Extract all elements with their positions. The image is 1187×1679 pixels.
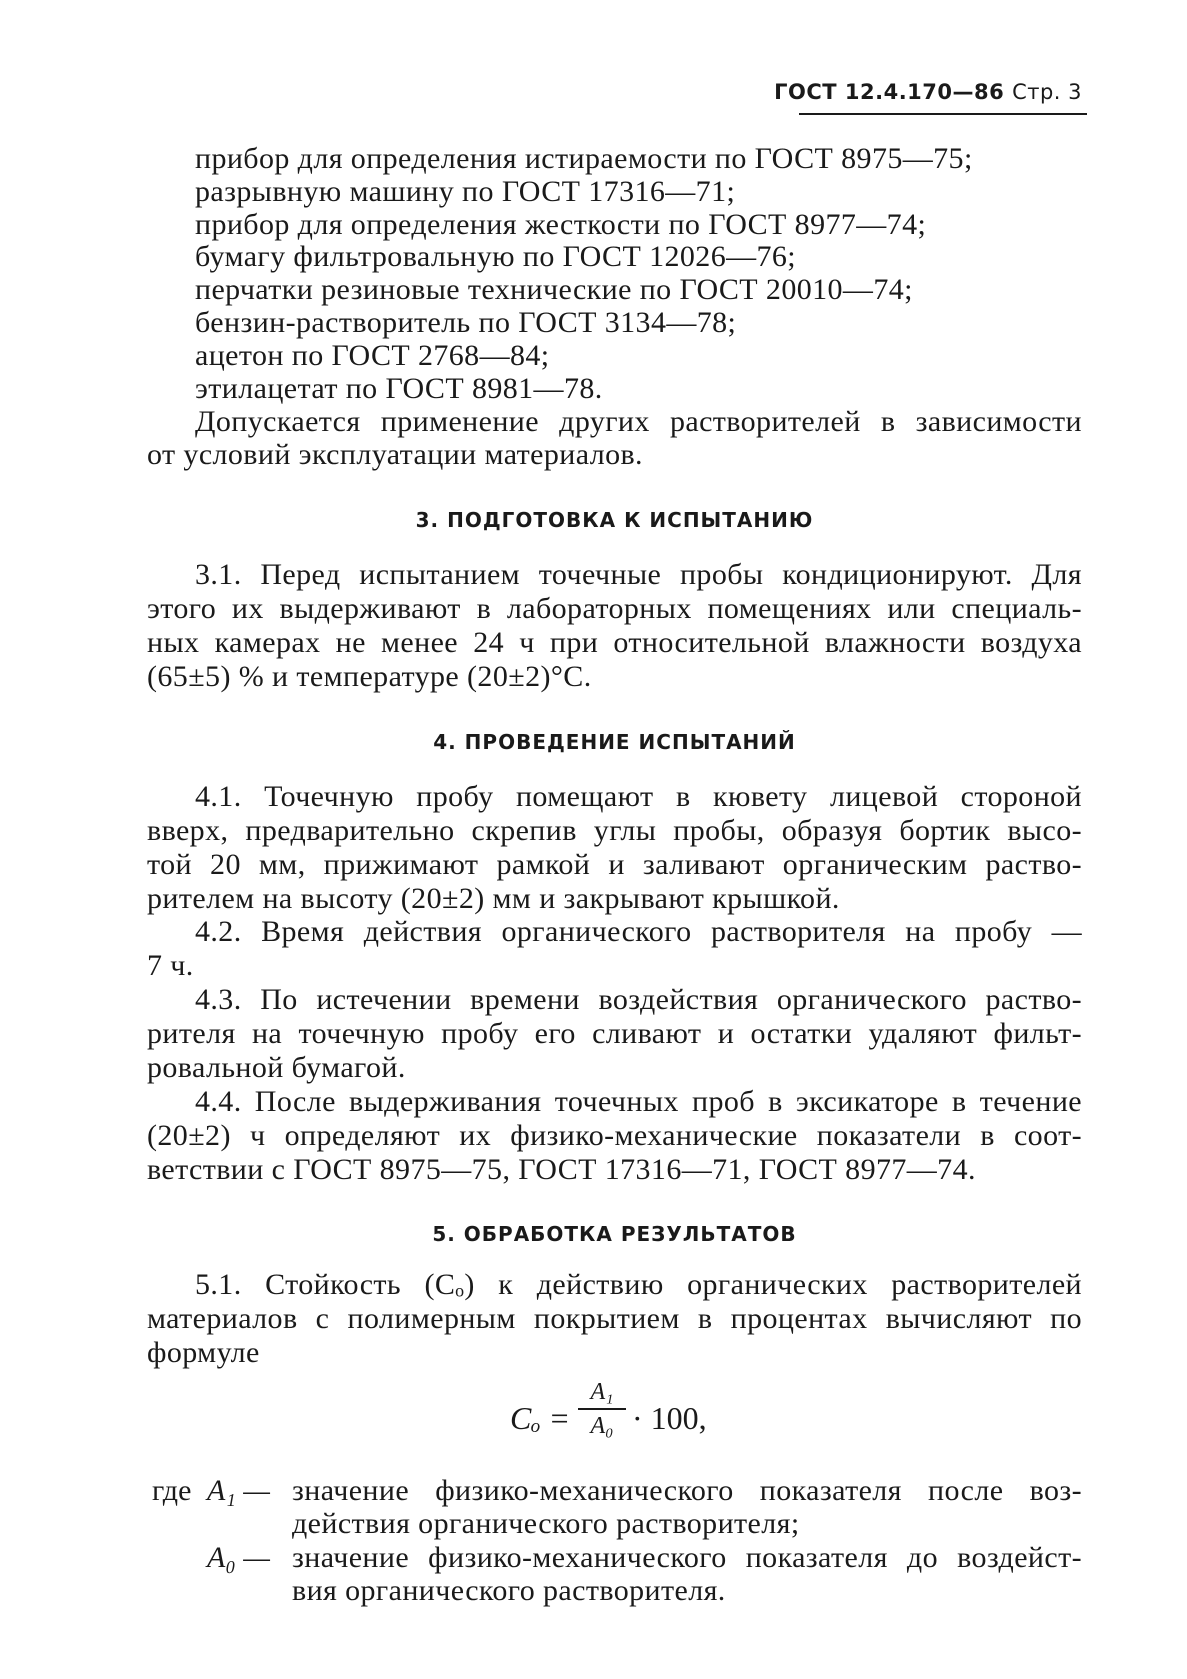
symbol-a1	[207, 1474, 270, 1508]
paragraph-line: 3.1. Перед испытанием точечные пробы кондиционируют. Для	[195, 558, 1082, 591]
paragraph-line: 4.1. Точечную пробу помещают в кювету лицевой стороной	[195, 780, 1082, 813]
paragraph-line: 4.2. Время действия органического растворителя на пробу —	[195, 915, 1082, 948]
note-text: от условий эксплуатации материалов.	[147, 438, 643, 471]
paragraph-line: рителем на высоту (20±2) мм и закрывают крышкой.	[147, 882, 840, 915]
note-text: Допускается применение других растворителей в зависимости	[195, 405, 1082, 438]
equipment-item: бумагу фильтровальную по ГОСТ 12026—76;	[195, 240, 797, 273]
paragraph-line: ровальной бумагой.	[147, 1051, 406, 1084]
standard-number: ГОСТ 12.4.170—86	[774, 80, 1005, 104]
definition-line: вия органического растворителя.	[292, 1574, 726, 1607]
paragraph-line: 4.3. По истечении времени воздействия органического раство-	[195, 983, 1082, 1016]
paragraph-line: 4.4. После выдерживания точечных проб в эксикаторе в течение	[195, 1085, 1082, 1118]
equipment-item: прибор для определения жесткости по ГОСТ 8977—74;	[195, 208, 927, 241]
equipment-item: ацетон по ГОСТ 2768—84;	[195, 339, 550, 372]
paragraph-line: (65±5) % и температуре (20±2)°С.	[147, 660, 592, 693]
paragraph-line: 7 ч.	[147, 949, 194, 982]
symbol-a1-text: A₁ —	[207, 1474, 270, 1507]
paragraph-line: 5.1. Стойкость (Cₒ) к действию органических растворителей	[195, 1268, 1082, 1301]
definition-line: значение физико-механического показателя после воз-	[292, 1474, 1082, 1507]
formula-rhs: · 100,	[632, 1400, 707, 1436]
paragraph-line: рителя на точечную пробу его сливают и остатки удаляют фильт-	[147, 1017, 1082, 1050]
section-heading: 4. ПРОВЕДЕНИЕ ИСПЫТАНИЙ	[433, 730, 796, 754]
formula-lhs: Cₒ =	[510, 1400, 571, 1436]
definition-line: значение физико-механического показателя до воздейст-	[292, 1541, 1082, 1574]
paragraph-line: ных камерах не менее 24 ч при относительной влажности воздуха	[147, 626, 1082, 659]
fraction-bar	[578, 1408, 626, 1410]
equipment-item: разрывную машину по ГОСТ 17316—71;	[195, 175, 736, 208]
page-number: Стр. 3	[1012, 80, 1082, 104]
formula-fraction	[578, 1378, 626, 1440]
paragraph-line: формуле	[147, 1336, 260, 1369]
equipment-item: бензин-растворитель по ГОСТ 3134—78;	[195, 306, 737, 339]
paragraph-line: материалов с полимерным покрытием в процентах вычисляют по	[147, 1302, 1082, 1335]
paragraph-line: этого их выдерживают в лабораторных помещениях или специаль-	[147, 592, 1082, 625]
equipment-item: этилацетат по ГОСТ 8981—78.	[195, 372, 603, 405]
section-heading: 5. ОБРАБОТКА РЕЗУЛЬТАТОВ	[432, 1222, 797, 1246]
where-prefix: где	[152, 1474, 192, 1507]
equipment-item: прибор для определения истираемости по ГОСТ 8975—75;	[195, 142, 973, 175]
definition-line: действия органического растворителя;	[292, 1507, 800, 1540]
symbol-a0	[207, 1541, 270, 1575]
section-heading: 3. ПОДГОТОВКА К ИСПЫТАНИЮ	[415, 508, 814, 532]
symbol-a0-text: A₀ —	[207, 1541, 270, 1574]
paragraph-line: вверх, предварительно скрепив углы пробы, образуя бортик высо-	[147, 814, 1082, 847]
paragraph-line: той 20 мм, прижимают рамкой и заливают органическим раство-	[147, 848, 1082, 881]
formula-numerator: A₁	[590, 1379, 614, 1405]
formula-denominator: A₀	[590, 1413, 614, 1439]
paragraph-line: ветствии с ГОСТ 8975—75, ГОСТ 17316—71, ГОСТ 8977—74.	[147, 1153, 976, 1186]
equipment-item: перчатки резиновые технические по ГОСТ 20010—74;	[195, 273, 913, 306]
header-rule	[799, 113, 1087, 115]
paragraph-line: (20±2) ч определяют их физико-механические показатели в соот-	[147, 1119, 1082, 1152]
running-header	[774, 80, 1082, 104]
